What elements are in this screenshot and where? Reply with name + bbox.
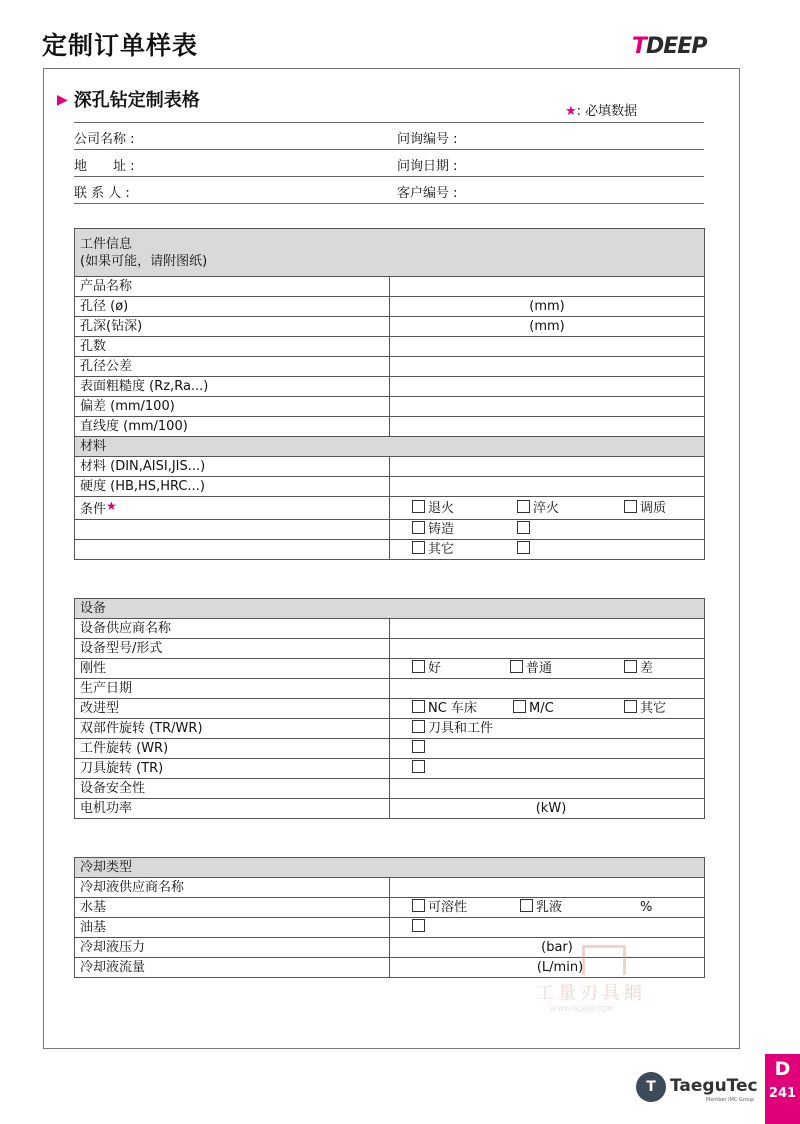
section-header bbox=[75, 437, 705, 457]
table-row bbox=[75, 497, 705, 520]
inquiry-number-field[interactable]: 问询编号 : bbox=[397, 132, 458, 147]
table-row bbox=[75, 898, 705, 918]
condition-options bbox=[390, 540, 705, 560]
row-label: 油基 bbox=[75, 918, 390, 938]
surface-roughness-input[interactable] bbox=[390, 377, 705, 397]
table-row bbox=[75, 759, 705, 779]
emulsion-checkbox[interactable]: 乳液 bbox=[520, 898, 640, 917]
checkbox-icon bbox=[412, 700, 425, 713]
checkbox-icon bbox=[412, 660, 425, 673]
table-row bbox=[75, 779, 705, 799]
row-label: 生产日期 bbox=[75, 679, 390, 699]
row-label: 冷却液供应商名称 bbox=[75, 878, 390, 898]
watermark-url: WWW.GLRJW.COM bbox=[550, 1005, 614, 1013]
required-note: ★: 必填数据 bbox=[565, 104, 638, 119]
row-label: 双部件旋转 (TR/WR) bbox=[75, 719, 390, 739]
table-row bbox=[75, 719, 705, 739]
deviation-input[interactable] bbox=[390, 397, 705, 417]
row-label: 硬度 (HB,HS,HRC...) bbox=[75, 477, 390, 497]
motor-power-input[interactable]: (kW) bbox=[390, 799, 705, 819]
row-label: 水基 bbox=[75, 898, 390, 918]
row-label: 材料 (DIN,AISI,JIS...) bbox=[75, 457, 390, 477]
checkbox-icon bbox=[412, 541, 425, 554]
row-label: 工件旋转 (WR) bbox=[75, 739, 390, 759]
checkbox-icon bbox=[520, 899, 533, 912]
row-label: 刚性 bbox=[75, 659, 390, 679]
table-row bbox=[75, 699, 705, 719]
straightness-input[interactable] bbox=[390, 417, 705, 437]
tool-and-work-checkbox[interactable]: 刀具和工件 bbox=[412, 719, 493, 738]
row-label: 偏差 (mm/100) bbox=[75, 397, 390, 417]
product-name-input[interactable] bbox=[390, 277, 705, 297]
row-label: 刀具旋转 (TR) bbox=[75, 759, 390, 779]
contact-person-field[interactable]: 联 系 人 : bbox=[74, 186, 130, 201]
checkbox-icon bbox=[412, 919, 425, 932]
rigidity-good-checkbox[interactable]: 好 bbox=[412, 659, 510, 678]
table-row bbox=[75, 457, 705, 477]
empty-cell bbox=[75, 540, 390, 560]
workpiece-table bbox=[74, 228, 705, 560]
star-icon: ★ bbox=[565, 104, 577, 119]
inquiry-date-field[interactable]: 问询日期 : bbox=[397, 159, 458, 174]
checkbox-icon bbox=[412, 521, 425, 534]
table-row bbox=[75, 799, 705, 819]
checkbox-icon bbox=[412, 760, 425, 773]
dual-rotation-options bbox=[390, 719, 705, 739]
maker-name: TaeguTec bbox=[670, 1076, 758, 1096]
equipment-table bbox=[74, 598, 705, 819]
checkbox-icon bbox=[624, 660, 637, 673]
table-row bbox=[75, 317, 705, 337]
table-row bbox=[75, 377, 705, 397]
row-label: 孔径公差 bbox=[75, 357, 390, 377]
row-label: 表面粗糙度 (Rz,Ra...) bbox=[75, 377, 390, 397]
equipment-supplier-input[interactable] bbox=[390, 619, 705, 639]
section-header bbox=[75, 599, 705, 619]
maker-subtitle: Member IMC Group bbox=[706, 1097, 755, 1103]
section-title: ▶ 深孔钻定制表格 bbox=[57, 90, 200, 111]
blank-checkbox[interactable] bbox=[517, 520, 533, 539]
table-row bbox=[75, 477, 705, 497]
table-row bbox=[75, 739, 705, 759]
table-row bbox=[75, 337, 705, 357]
table-row bbox=[75, 297, 705, 317]
row-label: 孔深(钻深) bbox=[75, 317, 390, 337]
oil-based-checkbox[interactable] bbox=[412, 918, 428, 937]
taegutec-logo-icon: T bbox=[636, 1072, 666, 1102]
work-rotation-options bbox=[390, 739, 705, 759]
section-tab-letter: D bbox=[774, 1058, 791, 1080]
checkbox-icon bbox=[412, 500, 425, 513]
casting-checkbox[interactable]: 铸造 bbox=[412, 520, 517, 539]
other-checkbox[interactable]: 其它 bbox=[412, 540, 517, 559]
table-row bbox=[75, 520, 705, 540]
tdeep-logo: TDEEP bbox=[632, 34, 707, 59]
row-label: 孔径 (ø) bbox=[75, 297, 390, 317]
page-number: 241 bbox=[768, 1086, 797, 1101]
table-row bbox=[75, 918, 705, 938]
quenching-checkbox[interactable]: 淬火 bbox=[517, 499, 624, 518]
production-date-input[interactable] bbox=[390, 679, 705, 699]
condition-options bbox=[390, 520, 705, 540]
checkbox-icon bbox=[517, 500, 530, 513]
table-row bbox=[75, 679, 705, 699]
address-field[interactable]: 地 址 : bbox=[74, 159, 135, 174]
workpiece-section-label: 工件信息 (如果可能，请附图纸) bbox=[75, 229, 705, 277]
row-label: 冷却液流量 bbox=[75, 958, 390, 978]
star-icon: ★ bbox=[106, 499, 117, 513]
section-header bbox=[75, 229, 705, 277]
rigidity-normal-checkbox[interactable]: 普通 bbox=[510, 659, 624, 678]
modified-options bbox=[390, 699, 705, 719]
material-section-label: 材料 bbox=[75, 437, 705, 457]
checkbox-icon bbox=[412, 720, 425, 733]
modified-other-checkbox[interactable]: 其它 bbox=[624, 699, 666, 718]
checkbox-icon bbox=[412, 740, 425, 753]
rigidity-poor-checkbox[interactable]: 差 bbox=[624, 659, 653, 678]
table-row bbox=[75, 277, 705, 297]
annealing-checkbox[interactable]: 退火 bbox=[412, 499, 517, 518]
row-label: 条件★ bbox=[75, 497, 390, 520]
page-title: 定制订单样表 bbox=[42, 31, 199, 60]
table-row bbox=[75, 639, 705, 659]
table-row bbox=[75, 619, 705, 639]
row-label: 直线度 (mm/100) bbox=[75, 417, 390, 437]
mc-checkbox[interactable]: M/C bbox=[513, 699, 624, 718]
checkbox-icon bbox=[513, 700, 526, 713]
customer-number-field[interactable]: 客户编号 : bbox=[397, 186, 458, 201]
coolant-supplier-input[interactable] bbox=[390, 878, 705, 898]
hardness-input[interactable] bbox=[390, 477, 705, 497]
watermark bbox=[530, 945, 680, 1020]
oil-based-options bbox=[390, 918, 705, 938]
blank-checkbox[interactable] bbox=[517, 540, 533, 559]
equipment-section-label: 设备 bbox=[75, 599, 705, 619]
row-label: 孔数 bbox=[75, 337, 390, 357]
table-row bbox=[75, 878, 705, 898]
checkbox-icon bbox=[510, 660, 523, 673]
row-label: 电机功率 bbox=[75, 799, 390, 819]
row-label: 产品名称 bbox=[75, 277, 390, 297]
divider bbox=[74, 176, 704, 177]
watermark-text: 工量刃具網 bbox=[536, 983, 646, 1004]
row-label: 冷却液压力 bbox=[75, 938, 390, 958]
table-row bbox=[75, 417, 705, 437]
tool-rotation-checkbox[interactable] bbox=[412, 759, 428, 778]
condition-options bbox=[390, 497, 705, 520]
nc-lathe-checkbox[interactable]: NC 车床 bbox=[412, 699, 513, 718]
triangle-arrow-icon: ▶ bbox=[57, 92, 68, 108]
divider bbox=[74, 149, 704, 150]
checkbox-icon bbox=[624, 700, 637, 713]
company-name-field[interactable]: 公司名称 : bbox=[74, 132, 135, 147]
hole-count-input[interactable] bbox=[390, 337, 705, 357]
row-label: 设备型号/形式 bbox=[75, 639, 390, 659]
hole-tolerance-input[interactable] bbox=[390, 357, 705, 377]
divider bbox=[74, 203, 704, 204]
table-row bbox=[75, 659, 705, 679]
equipment-model-input[interactable] bbox=[390, 639, 705, 659]
rigidity-options bbox=[390, 659, 705, 679]
table-row bbox=[75, 397, 705, 417]
section-tab bbox=[765, 1054, 800, 1124]
tempering-checkbox[interactable]: 调质 bbox=[624, 499, 666, 518]
section-header bbox=[75, 858, 705, 878]
checkbox-icon bbox=[412, 899, 425, 912]
tool-rotation-options bbox=[390, 759, 705, 779]
hole-diameter-input[interactable]: (mm) bbox=[390, 297, 705, 317]
checkbox-icon bbox=[517, 541, 530, 554]
work-rotation-checkbox[interactable] bbox=[412, 739, 428, 758]
coolant-flow-input[interactable]: (L/min) bbox=[390, 958, 705, 978]
empty-cell bbox=[75, 520, 390, 540]
coolant-section-label: 冷却类型 bbox=[75, 858, 705, 878]
row-label: 设备供应商名称 bbox=[75, 619, 390, 639]
soluble-checkbox[interactable]: 可溶性 bbox=[412, 898, 520, 917]
row-label: 改进型 bbox=[75, 699, 390, 719]
material-input[interactable] bbox=[390, 457, 705, 477]
percent-unit: % bbox=[640, 900, 653, 915]
checkbox-icon bbox=[624, 500, 637, 513]
checkbox-icon bbox=[517, 521, 530, 534]
hole-depth-input[interactable]: (mm) bbox=[390, 317, 705, 337]
watermark-logo-icon bbox=[582, 945, 626, 975]
safety-input[interactable] bbox=[390, 779, 705, 799]
coolant-pressure-input[interactable]: (bar) bbox=[390, 938, 705, 958]
row-label: 设备安全性 bbox=[75, 779, 390, 799]
table-row bbox=[75, 357, 705, 377]
water-based-options bbox=[390, 898, 705, 918]
table-row bbox=[75, 540, 705, 560]
divider bbox=[74, 122, 704, 123]
